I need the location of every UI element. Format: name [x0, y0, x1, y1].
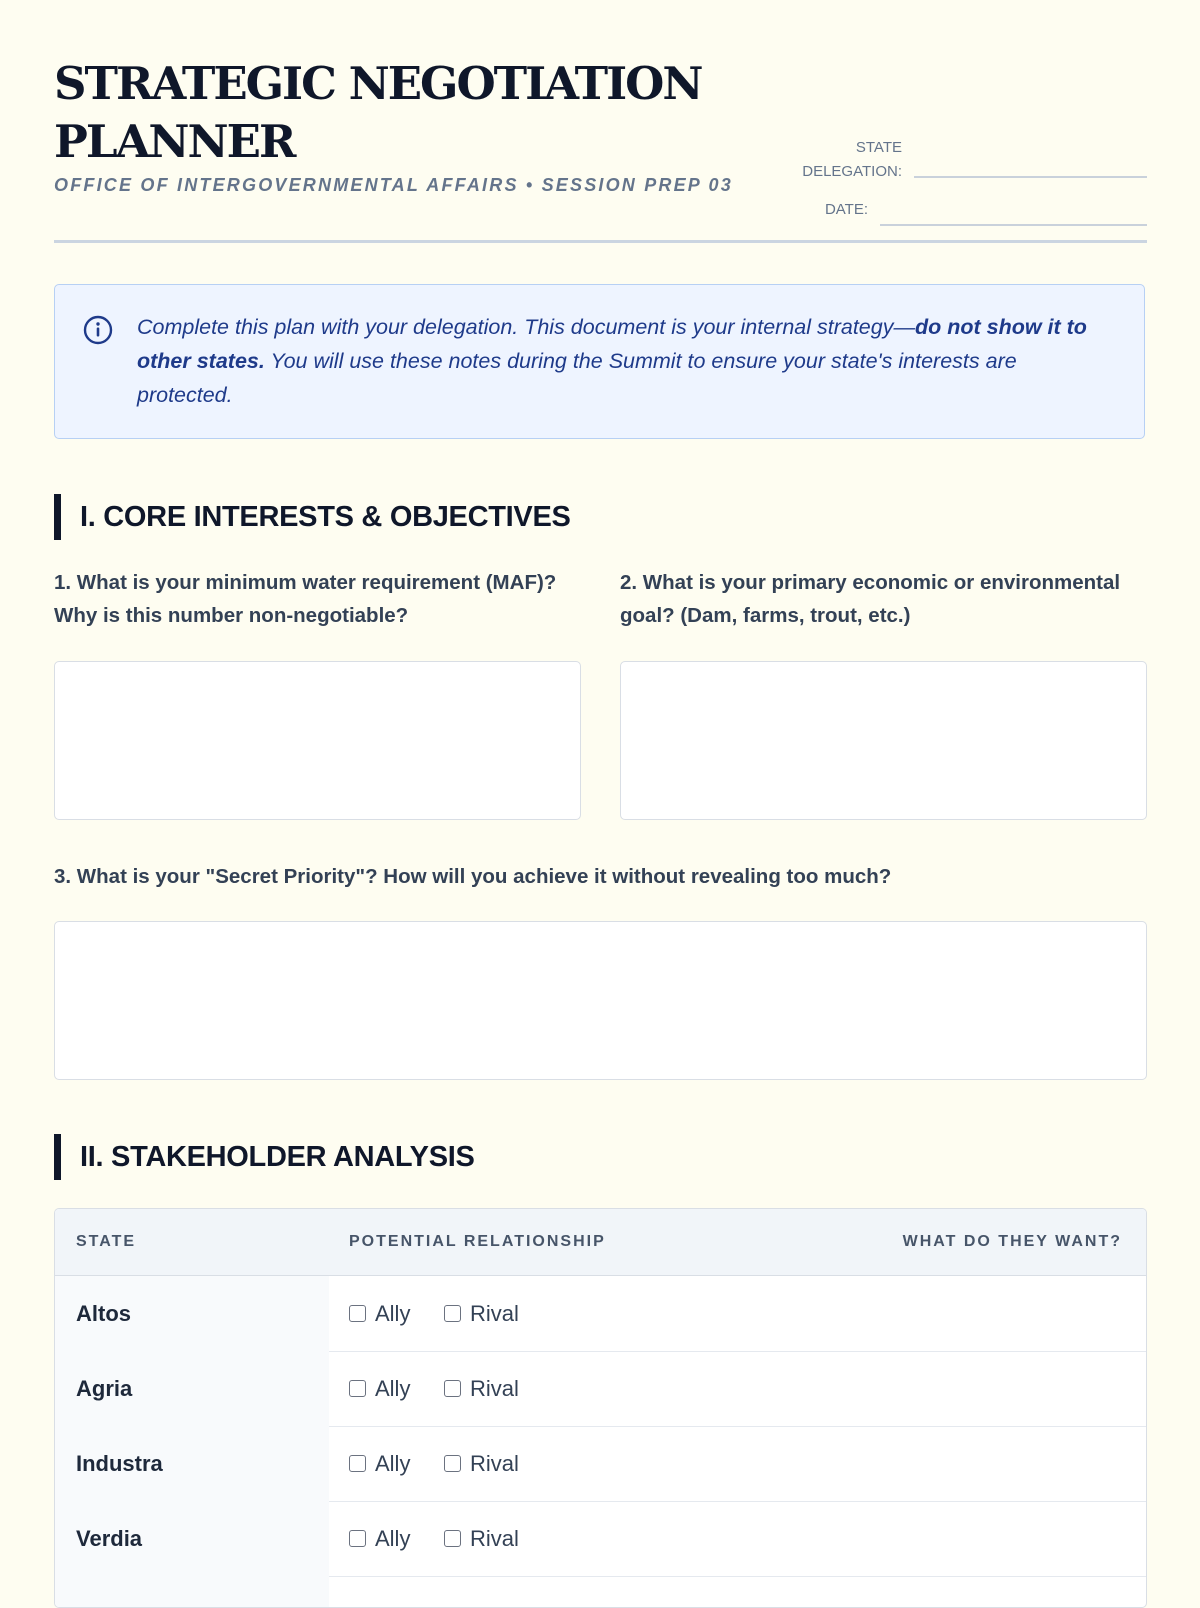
column-header-wants: WHAT DO THEY WANT? [902, 1233, 1122, 1250]
rival-label: Rival [470, 1450, 519, 1476]
rival-checkbox[interactable] [444, 1380, 461, 1397]
header-divider [54, 240, 1147, 243]
column-header-state: STATE [76, 1233, 137, 1250]
page-subtitle: OFFICE OF INTERGOVERNMENTAL AFFAIRS • SESSION PREP 03 [54, 175, 733, 195]
stakeholder-table [54, 1208, 1147, 1608]
answer-3-textarea[interactable] [54, 921, 1147, 1080]
title-line-1: STRATEGIC NEGOTIATION [54, 57, 702, 110]
column-header-relationship: POTENTIAL RELATIONSHIP [349, 1233, 606, 1250]
answer-2-textarea[interactable] [620, 661, 1147, 820]
info-icon [83, 315, 113, 345]
ally-checkbox[interactable] [349, 1305, 366, 1322]
ally-checkbox[interactable] [349, 1530, 366, 1547]
answer-1-textarea[interactable] [54, 661, 581, 820]
table-row [55, 1276, 1147, 1352]
section-stakeholder-heading [54, 1134, 475, 1180]
page-title [54, 55, 734, 171]
state-delegation-label [754, 136, 902, 184]
ally-checkbox[interactable] [349, 1380, 366, 1397]
ally-label: Ally [375, 1375, 411, 1401]
ally-option[interactable] [349, 1351, 410, 1426]
state-cell [55, 1576, 329, 1608]
state-name: Agria [76, 1376, 133, 1401]
state-name: Altos [76, 1301, 131, 1326]
state-cell [55, 1501, 329, 1576]
section-1-title: I. CORE INTERESTS & OBJECTIVES [80, 501, 571, 533]
notice-text-start: Complete this plan with your delegation. This document is your internal strategy— [137, 315, 915, 339]
table-header [55, 1209, 1147, 1276]
instructions-notice [54, 284, 1145, 439]
section-core-interests-heading [54, 494, 571, 540]
date-label: DATE: [824, 201, 868, 218]
ally-label: Ally [375, 1300, 411, 1326]
section-2-title: II. STAKEHOLDER ANALYSIS [80, 1141, 475, 1173]
rival-checkbox[interactable] [444, 1455, 461, 1472]
state-label-line-2: DELEGATION: [802, 163, 902, 180]
state-cell [55, 1276, 329, 1351]
state-cell [55, 1351, 329, 1426]
ally-label: Ally [375, 1525, 411, 1551]
rival-label: Rival [470, 1525, 519, 1551]
notice-text [137, 310, 1097, 412]
question-3: 3. What is your "Secret Priority"? How will you achieve it without revealing too much? [54, 865, 892, 888]
ally-option[interactable] [349, 1501, 410, 1576]
state-delegation-field[interactable] [914, 176, 1147, 178]
ally-option[interactable] [349, 1426, 410, 1501]
title-line-2: PLANNER [54, 115, 295, 168]
table-row [55, 1501, 1147, 1577]
rival-label: Rival [470, 1300, 519, 1326]
ally-label: Ally [375, 1450, 411, 1476]
question-2: 2. What is your primary economic or environmental goal? (Dam, farms, trout, etc.) [620, 571, 1121, 627]
state-name: Industra [76, 1451, 163, 1476]
rival-option[interactable] [444, 1276, 519, 1351]
state-label-line-1: STATE [855, 139, 902, 156]
state-name: Verdia [76, 1526, 143, 1551]
rival-option[interactable] [444, 1351, 519, 1426]
table-row [55, 1351, 1147, 1427]
table-row [55, 1426, 1147, 1502]
ally-option[interactable] [349, 1276, 410, 1351]
state-cell [55, 1426, 329, 1501]
ally-checkbox[interactable] [349, 1455, 366, 1472]
rival-label: Rival [470, 1375, 519, 1401]
date-field[interactable] [880, 224, 1147, 226]
rival-checkbox[interactable] [444, 1530, 461, 1547]
rival-option[interactable] [444, 1501, 519, 1576]
table-row [55, 1576, 1147, 1608]
notice-text-end: You will use these notes during the Summit to ensure your state's interests are protected. [137, 349, 1017, 407]
notice-text-emphasis: do not show it to other states. [137, 315, 1087, 373]
rival-checkbox[interactable] [444, 1305, 461, 1322]
rival-option[interactable] [444, 1426, 519, 1501]
question-1: 1. What is your minimum water requirement (MAF)? Why is this number non-negotiable? [54, 571, 557, 627]
